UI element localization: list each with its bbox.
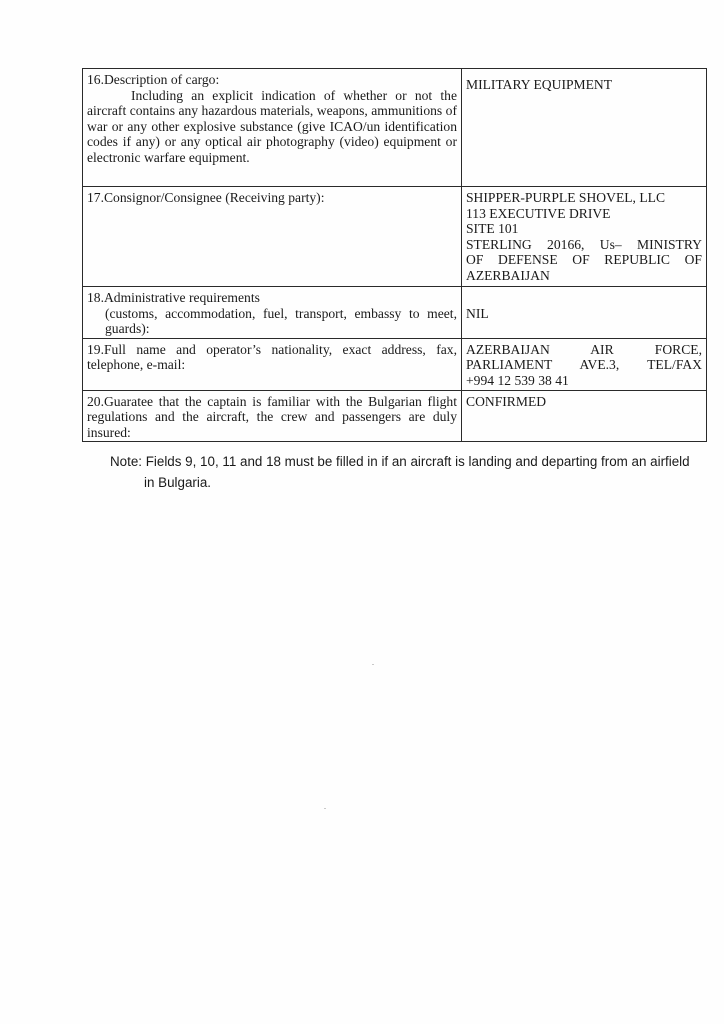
field-20-title: 20.Guaratee that the captain is familiar with the Bulgarian flight regulations and the aircraft, the crew and passengers are duly insured: [87,393,457,440]
field-17-value-line-3: SITE 101 [466,221,519,237]
form-field-label-18 [83,287,462,339]
field-19-value-line-1: AZERBAIJAN AIR FORCE, [466,341,702,357]
field-17-value-line-1: SHIPPER-PURPLE SHOVEL, LLC [466,190,666,205]
form-field-label-16 [83,69,462,187]
field-19-value-line-3: +994 12 539 38 41 [466,372,569,388]
form-field-label-19 [83,338,462,390]
field-17-value-line-6: AZERBAIJAN [466,267,550,283]
field-17-value-line-2: 113 EXECUTIVE DRIVE [466,205,611,221]
field-19-value-line-2: PARLIAMENT AVE.3, TEL/FAX [466,357,702,373]
form-field-label-20 [83,390,462,442]
form-row-19 [83,338,707,390]
field-18-value: NIL [466,305,489,321]
form-row-16 [83,69,707,187]
field-18-title: 18.Administrative requirements [87,290,260,305]
field-18-detail: (customs, accommodation, fuel, transport, embassy to meet, guards): [105,305,457,337]
form-field-value-19 [462,338,707,390]
scan-speck [372,664,374,665]
form-field-value-16 [462,69,707,187]
field-17-value-line-4: STERLING 20166, Us– MINISTRY [466,236,702,252]
footnote-line-1: Note: Fields 9, 10, 11 and 18 must be filled in if an aircraft is landing and departing from an airfield [110,454,690,469]
form-row-20 [83,390,707,442]
field-16-detail: Including an explicit indication of whether or not the aircraft contains any hazardous materials, weapons, ammunitions of war or any other explosive substance (give ICAO/un identification codes if any) or any optical air photography (video) equipment or electronic warfare equipment. [87,87,457,165]
form-row-17 [83,187,707,287]
form-field-value-18 [462,287,707,339]
field-16-title: 16.Description of cargo: [87,72,220,87]
form-field-label-17 [83,187,462,287]
field-19-title: 19.Full name and operator’s nationality, exact address, fax, telephone, e-mail: [87,341,457,373]
scan-speck [324,808,326,809]
footnote-line-2: in Bulgaria. [144,475,211,490]
field-17-title: 17.Consignor/Consignee (Receiving party): [87,190,325,205]
field-17-value-line-5: OF DEFENSE OF REPUBLIC OF [466,252,702,268]
footnote [110,451,710,493]
form-field-value-20 [462,390,707,442]
field-20-value: CONFIRMED [466,393,547,409]
form-row-18 [83,287,707,339]
flight-permit-form-table [82,68,707,442]
field-16-value: MILITARY EQUIPMENT [466,77,613,92]
form-field-value-17 [462,187,707,287]
